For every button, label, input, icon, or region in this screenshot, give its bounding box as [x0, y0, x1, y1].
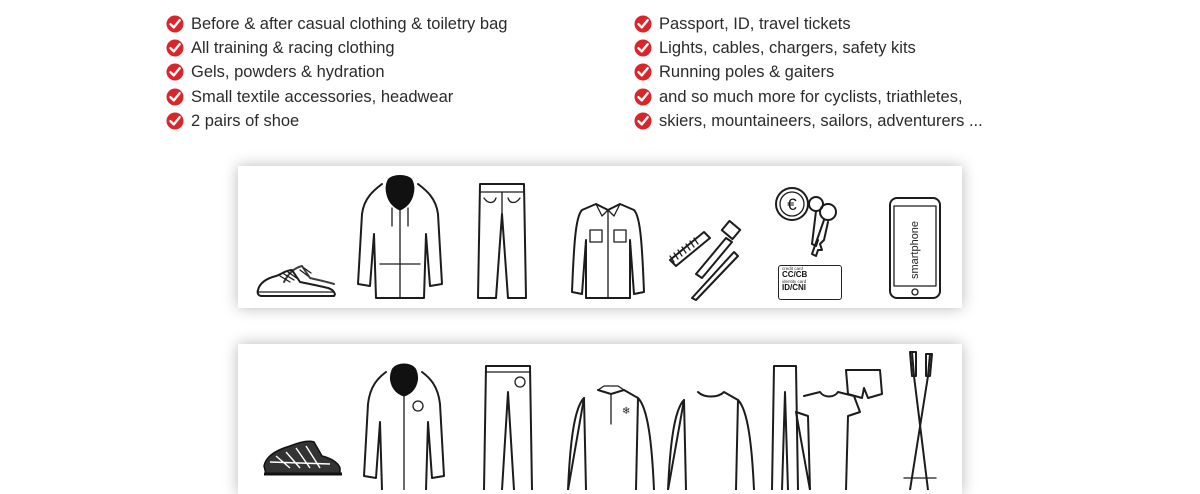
- card-line1: credit card: [782, 266, 804, 271]
- coin-keys-icon: [772, 184, 848, 264]
- shirt-icon: [568, 200, 648, 302]
- check-icon: [634, 112, 652, 130]
- sport-hoodie-icon: [360, 360, 448, 490]
- check-icon: [166, 88, 184, 106]
- check-icon: [166, 63, 184, 81]
- sport-items-panel: [238, 344, 962, 494]
- comb-razor-toothbrush-icon: [666, 218, 746, 302]
- poles-icon: [900, 350, 940, 490]
- list-item-text: 2 pairs of shoe: [191, 111, 300, 130]
- check-icon: [634, 15, 652, 33]
- list-item-text: Small textile accessories, headwear: [191, 87, 454, 106]
- check-icon: [634, 88, 652, 106]
- list-item: [634, 36, 983, 60]
- check-icon: [634, 63, 652, 81]
- coin-symbol: €: [787, 195, 797, 214]
- list-item: [166, 109, 507, 133]
- check-icon: [166, 112, 184, 130]
- list-item-text: and so much more for cyclists, triathletes,: [659, 87, 963, 106]
- tights-tshirt-shorts-icon: [768, 362, 892, 490]
- list-item-text: Lights, cables, chargers, safety kits: [659, 39, 916, 58]
- long-sleeve-icon: [664, 386, 758, 490]
- hoodie-icon: [354, 174, 446, 302]
- list-item-text: Gels, powders & hydration: [191, 63, 385, 82]
- check-icon: [166, 15, 184, 33]
- list-item: [166, 36, 507, 60]
- svg-text:❄: ❄: [622, 406, 631, 417]
- list-item: [634, 60, 983, 84]
- jeans-icon: [474, 180, 530, 302]
- list-item-text: All training & racing clothing: [191, 39, 395, 58]
- list-item-text: Running poles & gaiters: [659, 63, 835, 82]
- list-item: [166, 60, 507, 84]
- smartphone-label: smartphone: [909, 220, 921, 280]
- list-item: [166, 85, 507, 109]
- card-line3: identity card: [782, 279, 807, 284]
- casual-items-panel: [238, 166, 962, 308]
- base-layer-icon: [564, 384, 658, 490]
- check-icon: [634, 39, 652, 57]
- list-item-text: Before & after casual clothing & toiletry bag: [191, 15, 508, 34]
- card-line4: ID/CNI: [782, 283, 806, 292]
- list-item: [166, 12, 507, 36]
- trail-shoe-icon: [260, 432, 344, 480]
- checklist-right: [634, 12, 983, 133]
- checklist-left: [166, 12, 507, 133]
- check-icon: [166, 39, 184, 57]
- list-item-text: Passport, ID, travel tickets: [659, 15, 851, 34]
- list-item-text: skiers, mountaineers, sailors, adventurers ...: [659, 111, 983, 130]
- list-item: [634, 109, 983, 133]
- sneakers-icon: [254, 258, 338, 300]
- sport-pants-icon: [480, 362, 536, 490]
- id-card: [778, 265, 842, 300]
- list-item: [634, 12, 983, 36]
- list-item: [634, 85, 983, 109]
- card-line2: CC/CB: [782, 270, 808, 279]
